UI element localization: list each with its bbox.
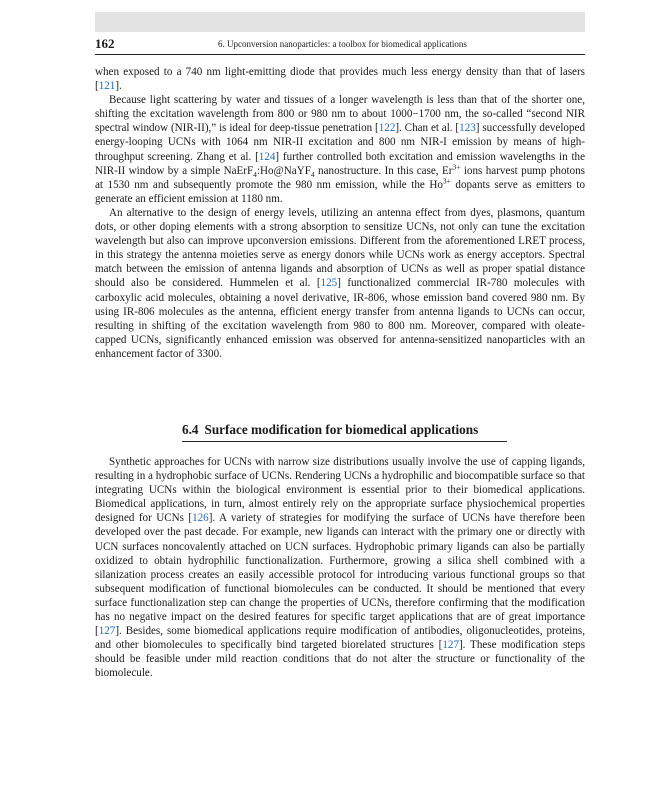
- citation-link[interactable]: 127: [98, 625, 116, 638]
- paragraph: Because light scattering by water and tissues of a longer wavelength is less than that of the shorter one, shifting the excitation wavelength from 800 or 980 nm to about 1000−1700 nm, the so-called “second NIR spectral window (NIR-II),” is ideal for deep-tissue penetration [122]. Chan et al. [123] successfully developed energy-looping UCNs with 1064 nm NIR-II excitation and 800 nm NIR-I emission by means of high-throughput screening. Zhang et al. [124] further controlled both excitation and emission wavelengths in the NIR-II window by a simple NaErF$_4$:Ho@NaYF$_4$ nanostructure. In this case, $Er^{3+}$ ions harvest pump photons at 1530 nm and subsequently promote the 980 nm emission, while the $Ho^{3+}$ dopants serve as emitters to generate an efficient emission at 1180 nm.: [95, 94, 586, 205]
- body-text-lower: [95, 455, 585, 681]
- section-heading: [182, 421, 507, 442]
- citation-link[interactable]: 126: [192, 512, 209, 525]
- section-number: 6.4: [182, 422, 199, 437]
- section-title: Surface modification for biomedical applications: [204, 422, 479, 437]
- header-bar: [95, 12, 585, 32]
- paragraph: when exposed to a 740 nm light-emitting diode that provides much less energy density than that of lasers [121].: [95, 66, 585, 93]
- citation-link[interactable]: 124: [258, 150, 276, 163]
- paragraph: Synthetic approaches for UCNs with narrow size distributions usually involve the use of capping ligands, resulting in a hydrophobic surface of UCNs. Rendering UCNs a hydrophilic and biocompatible surface so that integrating UCNs within the biological environment is essential prior to their biomedical applications. Biomedical applications, in turn, almost entirely rely on the appropriate surface physiochemical properties designed for UCNs [126]. A variety of strategies for modifying the surface of UCNs have therefore been developed over the past decade. For example, new ligands can interact with the primary one or directly with UCN surfaces noncovalently attached on UCN surfaces. Hydrophobic primary ligands can also be partially oxidized to obtain hydrophilic functionalization. Furthermore, growing a silica shell combined with a silanization process creates an easily accessible protocol for introducing various functional groups so that subsequent modification of functional biomolecules can be conducted. It should be mentioned that every surface functionalization step can change the properties of UCNs, therefore confirming that the modification has no negative impact on the desired features for specific target applications that are of great importance [127]. Besides, some biomedical applications require modification of antibodies, oligonucleotides, proteins, and other biomolecules to specifically bind targeted biorelated structures [127]. These modification steps should be feasible under mild reaction conditions that do not alter the structure or functionality of the biomolecule.: [95, 456, 586, 680]
- citation-link[interactable]: 123: [459, 122, 476, 135]
- running-head: [95, 36, 585, 55]
- paragraph: An alternative to the design of energy levels, utilizing an antenna effect from dyes, plasmons, quantum dots, or other doping elements with a strong absorption to sensitize UCNs, not only can tune the excitation wavelength but also can improve upconversion emissions. Different from the aforementioned LRET process, in this strategy the antenna moieties serve as energy donors while UCNs work as energy acceptors. Spectral match between the emission of antenna ligands and absorption of UCNs as well as proper spatial distance should also be considered. Hummelen et al. [125] functionalized commercial IR-780 molecules with carboxylic acid molecules, obtaining a novel derivative, IR-806, whose emission band covered 980 nm. By using IR-806 molecules as the antenna, efficient energy transfer from antenna ligands to UCNs can occur, resulting in shifting of the excitation wavelength from 980 to 800 nm. Moreover, compared with oleate-capped UCNs, significantly enhanced emission was observed for antenna-sensitized nanoparticles with an enhancement factor of 3300.: [95, 206, 585, 360]
- body-text-upper: [95, 65, 585, 361]
- citation-link[interactable]: 121: [98, 80, 116, 93]
- citation-link[interactable]: 122: [378, 122, 396, 135]
- citation-link[interactable]: 125: [320, 277, 338, 290]
- page-number: 162: [95, 36, 115, 51]
- citation-link[interactable]: 127: [442, 639, 459, 652]
- running-title: 6. Upconversion nanoparticles: a toolbox for biomedical applications: [218, 39, 467, 49]
